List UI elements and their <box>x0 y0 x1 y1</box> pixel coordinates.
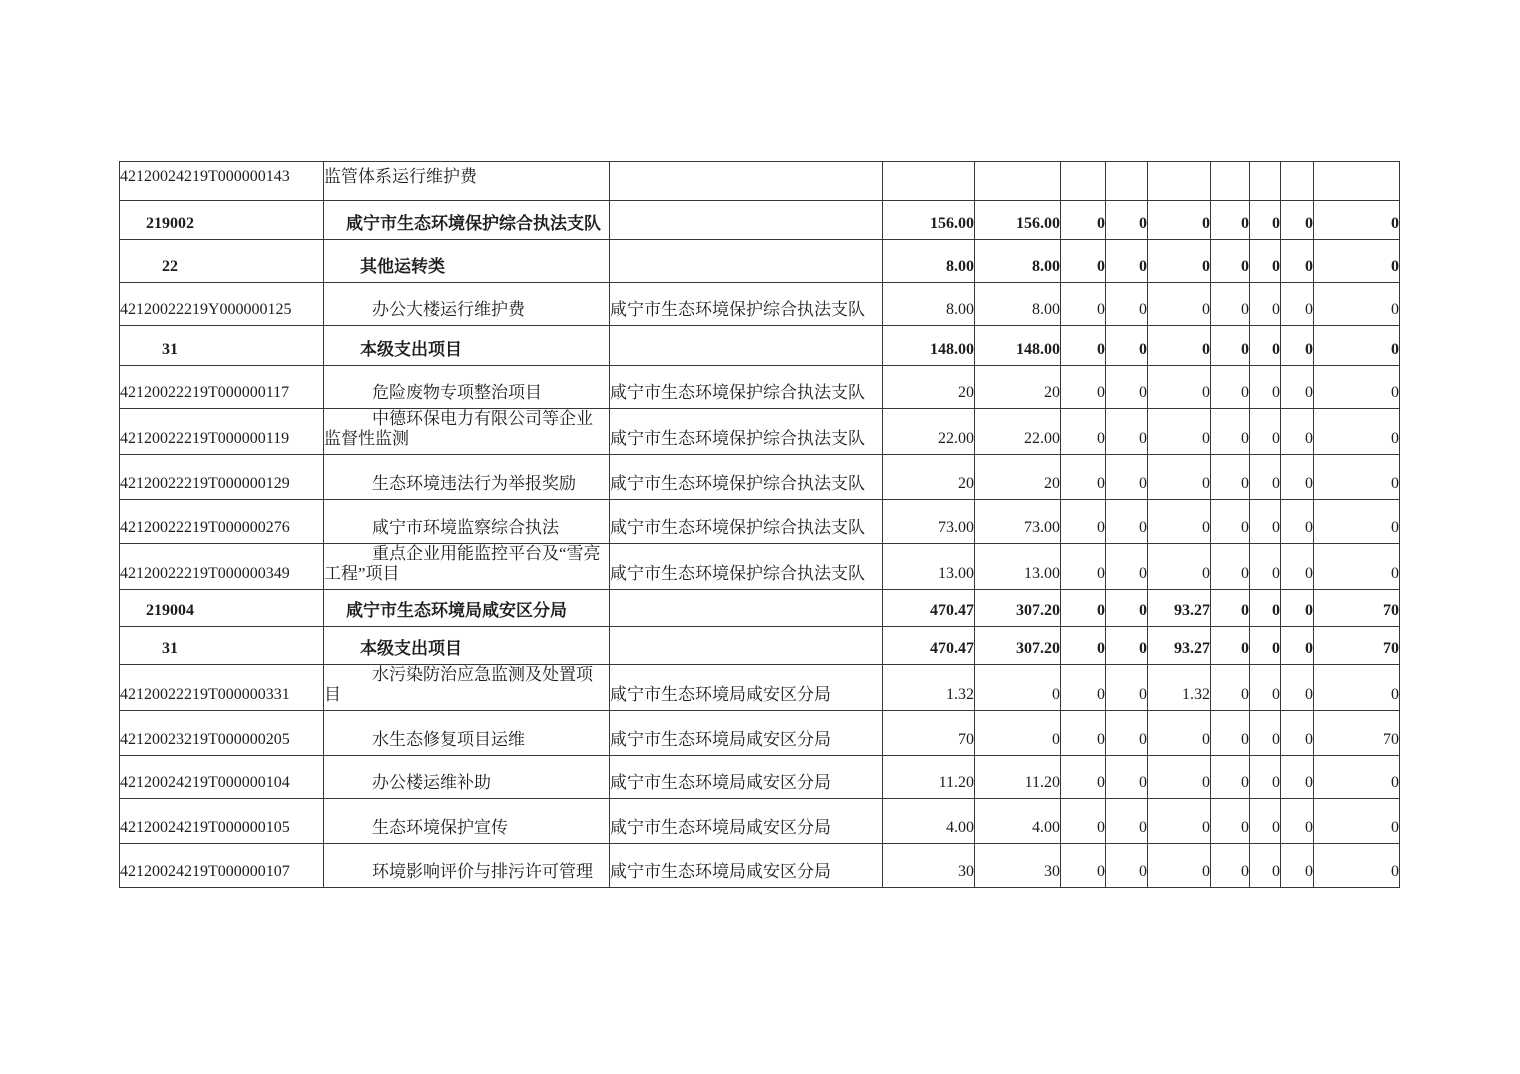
amount-cell: 0 <box>1250 590 1281 627</box>
amount-cell: 0 <box>1250 844 1281 888</box>
project-name-cell: 重点企业用能监控平台及“雪亮工程”项目 <box>324 544 610 590</box>
amount-cell: 0 <box>1106 201 1148 240</box>
unit-name-cell: 咸宁市生态环境保护综合执法支队 <box>610 455 883 500</box>
table-row <box>120 544 1400 590</box>
amount-cell: 22.00 <box>883 409 975 455</box>
project-code-cell: 42120022219T000000276 <box>120 500 324 544</box>
amount-cell: 0 <box>1148 844 1211 888</box>
unit-name-cell: 咸宁市生态环境局咸安区分局 <box>610 711 883 756</box>
amount-cell: 0 <box>1211 240 1250 283</box>
amount-cell: 0 <box>1061 590 1106 627</box>
amount-cell <box>1250 162 1281 201</box>
amount-cell: 0 <box>1061 455 1106 500</box>
amount-cell: 0 <box>1314 240 1400 283</box>
budget-table-body <box>120 162 1400 888</box>
table-row <box>120 240 1400 283</box>
project-code-cell: 42120022219T000000129 <box>120 455 324 500</box>
project-name-cell: 生态环境违法行为举报奖励 <box>324 455 610 500</box>
amount-cell: 0 <box>1106 326 1148 366</box>
amount-cell: 0 <box>1281 366 1314 409</box>
amount-cell: 0 <box>1250 544 1281 590</box>
amount-cell: 0 <box>1061 240 1106 283</box>
amount-cell: 22.00 <box>975 409 1061 455</box>
amount-cell: 8.00 <box>883 283 975 326</box>
amount-cell <box>1148 162 1211 201</box>
amount-cell: 11.20 <box>883 756 975 799</box>
table-row <box>120 201 1400 240</box>
amount-cell: 0 <box>1061 544 1106 590</box>
project-name-cell: 本级支出项目 <box>324 627 610 665</box>
amount-cell: 0 <box>1148 240 1211 283</box>
amount-cell: 0 <box>1250 326 1281 366</box>
amount-cell: 0 <box>1148 366 1211 409</box>
unit-name-cell: 咸宁市生态环境局咸安区分局 <box>610 844 883 888</box>
amount-cell: 0 <box>1106 283 1148 326</box>
amount-cell: 0 <box>1281 201 1314 240</box>
amount-cell: 0 <box>1211 201 1250 240</box>
project-name-cell: 水污染防治应急监测及处置项目 <box>324 665 610 711</box>
unit-name-cell: 咸宁市生态环境局咸安区分局 <box>610 799 883 844</box>
amount-cell: 20 <box>883 366 975 409</box>
amount-cell: 0 <box>1211 366 1250 409</box>
amount-cell: 0 <box>1314 283 1400 326</box>
amount-cell: 0 <box>1106 756 1148 799</box>
amount-cell: 0 <box>1281 409 1314 455</box>
project-name-cell: 监管体系运行维护费 <box>324 162 610 201</box>
amount-cell: 1.32 <box>1148 665 1211 711</box>
amount-cell: 0 <box>1281 283 1314 326</box>
amount-cell: 0 <box>1148 283 1211 326</box>
amount-cell: 0 <box>1106 240 1148 283</box>
unit-name-cell: 咸宁市生态环境保护综合执法支队 <box>610 500 883 544</box>
amount-cell: 70 <box>883 711 975 756</box>
project-name-cell: 其他运转类 <box>324 240 610 283</box>
amount-cell: 0 <box>1281 844 1314 888</box>
amount-cell: 70 <box>1314 711 1400 756</box>
amount-cell: 0 <box>1061 366 1106 409</box>
amount-cell: 0 <box>1250 627 1281 665</box>
amount-cell: 0 <box>1314 366 1400 409</box>
project-code-cell <box>120 627 324 665</box>
project-name-cell: 危险废物专项整治项目 <box>324 366 610 409</box>
amount-cell: 0 <box>1061 283 1106 326</box>
project-code-cell: 42120024219T000000107 <box>120 844 324 888</box>
amount-cell: 0 <box>1250 240 1281 283</box>
amount-cell: 0 <box>1106 627 1148 665</box>
amount-cell: 0 <box>1106 665 1148 711</box>
amount-cell: 0 <box>1106 409 1148 455</box>
project-code-cell: 42120022219T000000331 <box>120 665 324 711</box>
table-row <box>120 844 1400 888</box>
amount-cell: 0 <box>1061 500 1106 544</box>
amount-cell: 0 <box>1148 711 1211 756</box>
amount-cell: 0 <box>1314 756 1400 799</box>
amount-cell: 11.20 <box>975 756 1061 799</box>
amount-cell: 0 <box>1106 799 1148 844</box>
unit-name-cell <box>610 326 883 366</box>
amount-cell: 0 <box>1314 844 1400 888</box>
table-row <box>120 409 1400 455</box>
project-name-cell: 生态环境保护宣传 <box>324 799 610 844</box>
unit-name-cell: 咸宁市生态环境保护综合执法支队 <box>610 409 883 455</box>
amount-cell: 0 <box>1281 240 1314 283</box>
amount-cell <box>1211 162 1250 201</box>
project-code-cell <box>120 201 324 240</box>
amount-cell: 0 <box>1281 799 1314 844</box>
amount-cell: 30 <box>975 844 1061 888</box>
amount-cell: 0 <box>1281 711 1314 756</box>
table-row <box>120 799 1400 844</box>
table-row <box>120 500 1400 544</box>
amount-cell: 1.32 <box>883 665 975 711</box>
amount-cell: 0 <box>1211 283 1250 326</box>
amount-cell: 70 <box>1314 627 1400 665</box>
budget-table <box>119 161 1400 888</box>
amount-cell: 0 <box>1314 500 1400 544</box>
project-name-cell: 咸宁市生态环境保护综合执法支队 <box>324 201 610 240</box>
amount-cell: 0 <box>1148 455 1211 500</box>
amount-cell: 0 <box>1281 590 1314 627</box>
amount-cell: 0 <box>1211 500 1250 544</box>
amount-cell: 73.00 <box>975 500 1061 544</box>
amount-cell: 0 <box>1314 326 1400 366</box>
amount-cell: 4.00 <box>883 799 975 844</box>
project-name-cell: 咸宁市环境监察综合执法 <box>324 500 610 544</box>
project-name-cell: 办公大楼运行维护费 <box>324 283 610 326</box>
table-row <box>120 455 1400 500</box>
project-code-cell: 42120023219T000000205 <box>120 711 324 756</box>
amount-cell: 0 <box>1061 665 1106 711</box>
amount-cell: 20 <box>975 366 1061 409</box>
project-code-cell: 42120022219T000000349 <box>120 544 324 590</box>
table-row <box>120 162 1400 201</box>
amount-cell: 0 <box>1281 756 1314 799</box>
unit-name-cell: 咸宁市生态环境保护综合执法支队 <box>610 544 883 590</box>
amount-cell: 93.27 <box>1148 590 1211 627</box>
amount-cell: 70 <box>1314 590 1400 627</box>
amount-cell: 470.47 <box>883 627 975 665</box>
amount-cell: 0 <box>1281 500 1314 544</box>
unit-name-cell: 咸宁市生态环境保护综合执法支队 <box>610 283 883 326</box>
unit-name-cell <box>610 627 883 665</box>
amount-cell <box>975 162 1061 201</box>
amount-cell: 4.00 <box>975 799 1061 844</box>
amount-cell: 0 <box>1250 756 1281 799</box>
table-row <box>120 711 1400 756</box>
amount-cell: 0 <box>1211 326 1250 366</box>
amount-cell: 0 <box>1061 409 1106 455</box>
amount-cell: 0 <box>1106 711 1148 756</box>
amount-cell: 0 <box>1106 455 1148 500</box>
amount-cell: 0 <box>1211 627 1250 665</box>
project-name-cell: 本级支出项目 <box>324 326 610 366</box>
amount-cell: 0 <box>1250 500 1281 544</box>
amount-cell <box>1106 162 1148 201</box>
amount-cell: 93.27 <box>1148 627 1211 665</box>
amount-cell: 0 <box>1314 665 1400 711</box>
amount-cell: 0 <box>1250 366 1281 409</box>
amount-cell: 0 <box>1314 799 1400 844</box>
amount-cell: 0 <box>1148 756 1211 799</box>
amount-cell: 0 <box>1281 455 1314 500</box>
amount-cell: 307.20 <box>975 627 1061 665</box>
amount-cell: 307.20 <box>975 590 1061 627</box>
amount-cell: 470.47 <box>883 590 975 627</box>
amount-cell: 0 <box>1106 844 1148 888</box>
amount-cell: 0 <box>1314 201 1400 240</box>
amount-cell: 0 <box>1211 665 1250 711</box>
amount-cell: 0 <box>1148 409 1211 455</box>
amount-cell: 20 <box>975 455 1061 500</box>
amount-cell: 0 <box>1281 665 1314 711</box>
amount-cell: 0 <box>1106 366 1148 409</box>
amount-cell: 148.00 <box>883 326 975 366</box>
amount-cell: 0 <box>1106 500 1148 544</box>
project-code-cell: 42120024219T000000143 <box>120 162 324 201</box>
amount-cell: 13.00 <box>883 544 975 590</box>
project-name-cell: 中德环保电力有限公司等企业监督性监测 <box>324 409 610 455</box>
amount-cell: 0 <box>1061 844 1106 888</box>
amount-cell: 0 <box>1314 455 1400 500</box>
amount-cell: 0 <box>1061 201 1106 240</box>
amount-cell: 13.00 <box>975 544 1061 590</box>
table-row <box>120 665 1400 711</box>
amount-cell: 0 <box>1061 756 1106 799</box>
project-code-cell <box>120 326 324 366</box>
project-name-cell: 咸宁市生态环境局咸安区分局 <box>324 590 610 627</box>
project-code-cell: 42120024219T000000104 <box>120 756 324 799</box>
project-code-cell <box>120 240 324 283</box>
amount-cell <box>1314 162 1400 201</box>
amount-cell: 0 <box>1314 544 1400 590</box>
amount-cell: 0 <box>975 665 1061 711</box>
project-name-cell: 环境影响评价与排污许可管理 <box>324 844 610 888</box>
project-code-cell <box>120 590 324 627</box>
amount-cell: 0 <box>1314 409 1400 455</box>
unit-name-cell <box>610 240 883 283</box>
amount-cell: 0 <box>1106 544 1148 590</box>
amount-cell: 148.00 <box>975 326 1061 366</box>
amount-cell: 0 <box>1281 627 1314 665</box>
amount-cell: 0 <box>1061 627 1106 665</box>
amount-cell: 0 <box>1061 326 1106 366</box>
amount-cell: 0 <box>1148 799 1211 844</box>
amount-cell: 0 <box>1281 326 1314 366</box>
summary-code: 22 <box>162 258 178 275</box>
project-code-cell: 42120022219T000000117 <box>120 366 324 409</box>
project-code-cell: 42120022219Y000000125 <box>120 283 324 326</box>
amount-cell: 0 <box>1281 544 1314 590</box>
amount-cell: 8.00 <box>975 240 1061 283</box>
amount-cell: 0 <box>1211 799 1250 844</box>
table-row <box>120 627 1400 665</box>
amount-cell: 0 <box>1211 756 1250 799</box>
amount-cell: 0 <box>1211 590 1250 627</box>
summary-code: 219004 <box>146 602 194 619</box>
amount-cell: 0 <box>1211 711 1250 756</box>
amount-cell: 73.00 <box>883 500 975 544</box>
amount-cell: 0 <box>1061 711 1106 756</box>
project-code-cell: 42120024219T000000105 <box>120 799 324 844</box>
amount-cell: 0 <box>1106 590 1148 627</box>
table-row <box>120 326 1400 366</box>
unit-name-cell: 咸宁市生态环境保护综合执法支队 <box>610 366 883 409</box>
amount-cell: 0 <box>1250 711 1281 756</box>
amount-cell: 0 <box>1250 799 1281 844</box>
amount-cell: 0 <box>1211 455 1250 500</box>
summary-code: 31 <box>162 640 178 657</box>
unit-name-cell: 咸宁市生态环境局咸安区分局 <box>610 756 883 799</box>
project-name-cell: 办公楼运维补助 <box>324 756 610 799</box>
amount-cell: 30 <box>883 844 975 888</box>
amount-cell: 8.00 <box>975 283 1061 326</box>
amount-cell: 156.00 <box>975 201 1061 240</box>
table-row <box>120 590 1400 627</box>
unit-name-cell: 咸宁市生态环境局咸安区分局 <box>610 665 883 711</box>
amount-cell: 0 <box>1148 544 1211 590</box>
amount-cell <box>1061 162 1106 201</box>
amount-cell: 0 <box>1250 201 1281 240</box>
amount-cell: 0 <box>1211 544 1250 590</box>
amount-cell: 0 <box>1211 409 1250 455</box>
amount-cell: 0 <box>1250 455 1281 500</box>
unit-name-cell <box>610 201 883 240</box>
summary-code: 219002 <box>146 215 194 232</box>
amount-cell <box>1281 162 1314 201</box>
table-row <box>120 756 1400 799</box>
project-code-cell: 42120022219T000000119 <box>120 409 324 455</box>
table-row <box>120 366 1400 409</box>
project-name-cell: 水生态修复项目运维 <box>324 711 610 756</box>
amount-cell: 0 <box>1061 799 1106 844</box>
amount-cell: 0 <box>1211 844 1250 888</box>
amount-cell: 156.00 <box>883 201 975 240</box>
amount-cell: 0 <box>1250 283 1281 326</box>
amount-cell: 8.00 <box>883 240 975 283</box>
amount-cell <box>883 162 975 201</box>
table-row <box>120 283 1400 326</box>
amount-cell: 0 <box>975 711 1061 756</box>
unit-name-cell <box>610 162 883 201</box>
amount-cell: 20 <box>883 455 975 500</box>
amount-cell: 0 <box>1148 326 1211 366</box>
amount-cell: 0 <box>1250 665 1281 711</box>
amount-cell: 0 <box>1148 500 1211 544</box>
unit-name-cell <box>610 590 883 627</box>
amount-cell: 0 <box>1250 409 1281 455</box>
summary-code: 31 <box>162 341 178 358</box>
amount-cell: 0 <box>1148 201 1211 240</box>
